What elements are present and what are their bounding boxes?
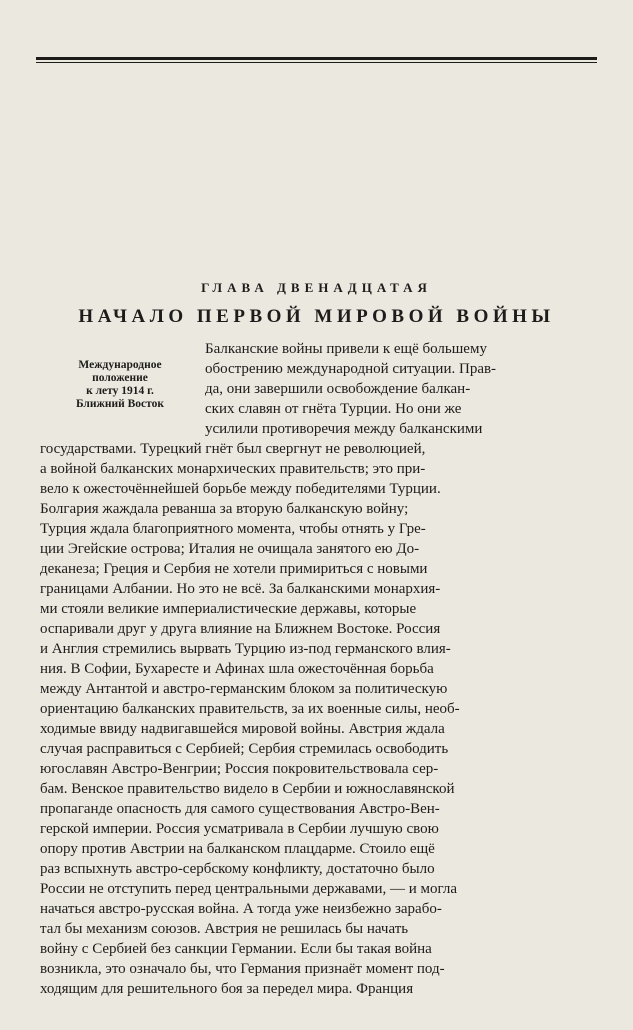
body-line: ходимые ввиду надвигавшейся мировой войны. Австрия ждала [40, 721, 445, 737]
body-line: а войной балканских монархических правительств; это при- [40, 461, 426, 477]
body-line: югославян Австро-Венгрии; Россия покровительствовала сер- [40, 761, 439, 777]
chapter-title: НАЧАЛО ПЕРВОЙ МИРОВОЙ ВОЙНЫ [78, 306, 555, 327]
body-line: ориентацию балканских правительств, за их военные силы, необ- [40, 701, 460, 717]
body-line: между Антантой и австро-германским блоком за политическую [40, 681, 448, 697]
body-line: границами Албании. Но это не всё. За балканскими монархия- [40, 581, 441, 597]
body-line: ских славян от гнёта Турции. Но они же [205, 401, 462, 417]
body-line: государствами. Турецкий гнёт был свергнут не революцией, [40, 441, 426, 457]
header-rule-thick [36, 57, 597, 60]
body-line: Балканские войны привели к ещё большему [205, 341, 487, 357]
body-line: ходящим для решительного боя за передел мира. Франция [40, 981, 414, 997]
margin-note-line: к лету 1914 г. [86, 385, 154, 397]
body-line: и Англия стремились вырвать Турцию из-под германского влия- [40, 641, 451, 657]
margin-note-line: положение [92, 372, 148, 384]
body-line: герской империи. Россия усматривала в Сербии лучшую свою [40, 821, 439, 837]
margin-note-line: Международное [78, 359, 162, 371]
body-line: вело к ожесточённейшей борьбе между победителями Турции. [40, 481, 441, 497]
chapter-label: ГЛАВА ДВЕНАДЦАТАЯ [201, 280, 432, 295]
body-line: опору против Австрии на балканском плацдарме. Стоило ещё [40, 841, 435, 857]
body-line: войну с Сербией без санкции Германии. Если бы такая война [40, 941, 432, 957]
header-rule-thin [36, 62, 597, 63]
body-line: да, они завершили освобождение балкан- [205, 381, 471, 397]
body-line: случая расправиться с Сербией; Сербия стремилась освободить [40, 741, 449, 757]
body-line: бам. Венское правительство видело в Сербии и южнославянской [40, 781, 455, 797]
margin-note-line: Ближний Восток [75, 398, 165, 410]
body-line: ния. В Софии, Бухаресте и Афинах шла ожесточённая борьба [40, 661, 434, 677]
body-line: возникла, это означало бы, что Германия признаёт момент под- [40, 961, 445, 977]
body-line: раз вспыхнуть австро-сербскому конфликту, достаточно было [40, 861, 435, 877]
body-line: ции Эгейские острова; Италия не очищала занятого ею До- [40, 541, 420, 557]
margin-note [40, 359, 200, 411]
body-line: обострению международной ситуации. Прав- [205, 361, 497, 377]
body-line: пропаганде опасность для самого существования Австро-Вен- [40, 801, 440, 817]
body-line: тал бы механизм союзов. Австрия не решилась бы начать [40, 921, 409, 937]
body-line: усилили противоречия между балканскими [205, 421, 483, 437]
body-line: Болгария жаждала реванша за вторую балканскую войну; [40, 501, 409, 517]
body-line: оспаривали друг у друга влияние на Ближнем Востоке. Россия [40, 621, 441, 637]
body-line: Турция ждала благоприятного момента, чтобы отнять у Гре- [40, 521, 426, 537]
body-line: ми стояли великие империалистические державы, которые [40, 601, 417, 617]
body-line: России не отступить перед центральными державами, — и могла [40, 881, 458, 897]
body-line: начаться австро-русская война. А тогда уже неизбежно зарабо- [40, 901, 442, 917]
body-line: деканеза; Греция и Сербия не хотели примириться с новыми [40, 561, 428, 577]
